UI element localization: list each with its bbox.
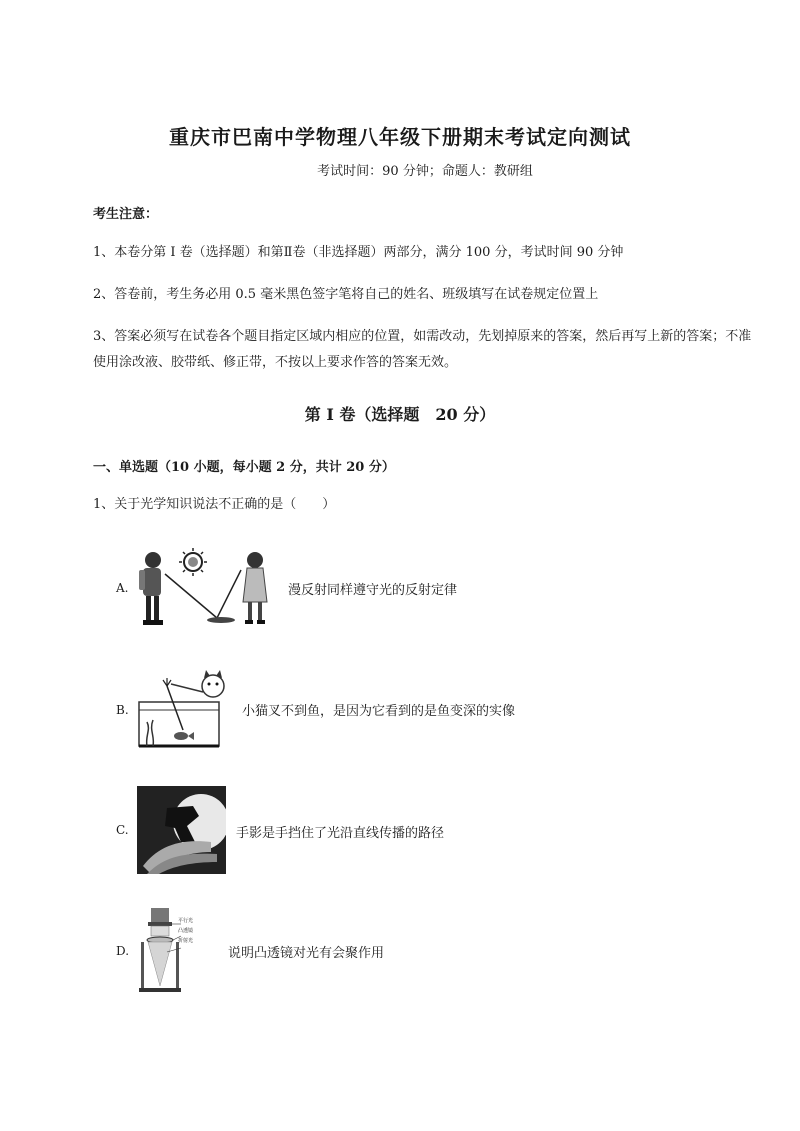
notice-heading: 考生注意：	[93, 207, 159, 222]
part-heading: 一、单选题（10 小题，每小题 2 分，共计 20 分）	[93, 460, 395, 475]
notice-item-3: 3、答案必须写在试卷各个题目指定区域内相应的位置，如需改动，先划掉原来的答案，然后再写上新的答案；不准使用涂改液、胶带纸、修正带，不按以上要求作答的答案无效。	[93, 329, 752, 370]
question-stem: 1、关于光学知识说法不正确的是（ ）	[93, 497, 336, 512]
notice-item-2: 2、答卷前，考生务必用 0.5 毫米黑色签字笔将自己的姓名、班级填写在试卷规定位置上	[93, 287, 599, 302]
lens-label-parallel: 平行光	[178, 918, 194, 924]
diffuse-reflection-figure	[137, 546, 272, 630]
option-b-text: 小猫叉不到鱼，是因为它看到的是鱼变深的实像	[242, 704, 516, 719]
option-d-letter: D.	[116, 944, 130, 958]
notice-item-1: 1、本卷分第 I 卷（选择题）和第Ⅱ卷（非选择题）两部分，满分 100 分，考试时间 90 分钟	[93, 245, 624, 260]
option-d-text: 说明凸透镜对光有会聚作用	[228, 946, 385, 961]
page-subtitle: 考试时间：90 分钟；命题人：教研组	[317, 164, 533, 179]
option-a-letter: A.	[116, 581, 129, 595]
option-c-letter: C.	[116, 823, 129, 837]
option-c-text: 手影是手挡住了光沿直线传播的路径	[236, 826, 445, 841]
lens-labels	[178, 916, 193, 946]
lens-label-refracted: 折射光	[178, 938, 194, 944]
option-a-text: 漫反射同样遵守光的反射定律	[288, 583, 458, 598]
page-title: 重庆市巴南中学物理八年级下册期末考试定向测试	[169, 125, 631, 149]
hand-shadow-figure	[137, 786, 226, 874]
section-title: 第 I 卷（选择题 20 分）	[304, 405, 496, 424]
lens-label-convex: 凸透镜	[178, 928, 194, 934]
option-b-letter: B.	[116, 703, 129, 717]
cat-fishing-figure	[137, 668, 235, 750]
